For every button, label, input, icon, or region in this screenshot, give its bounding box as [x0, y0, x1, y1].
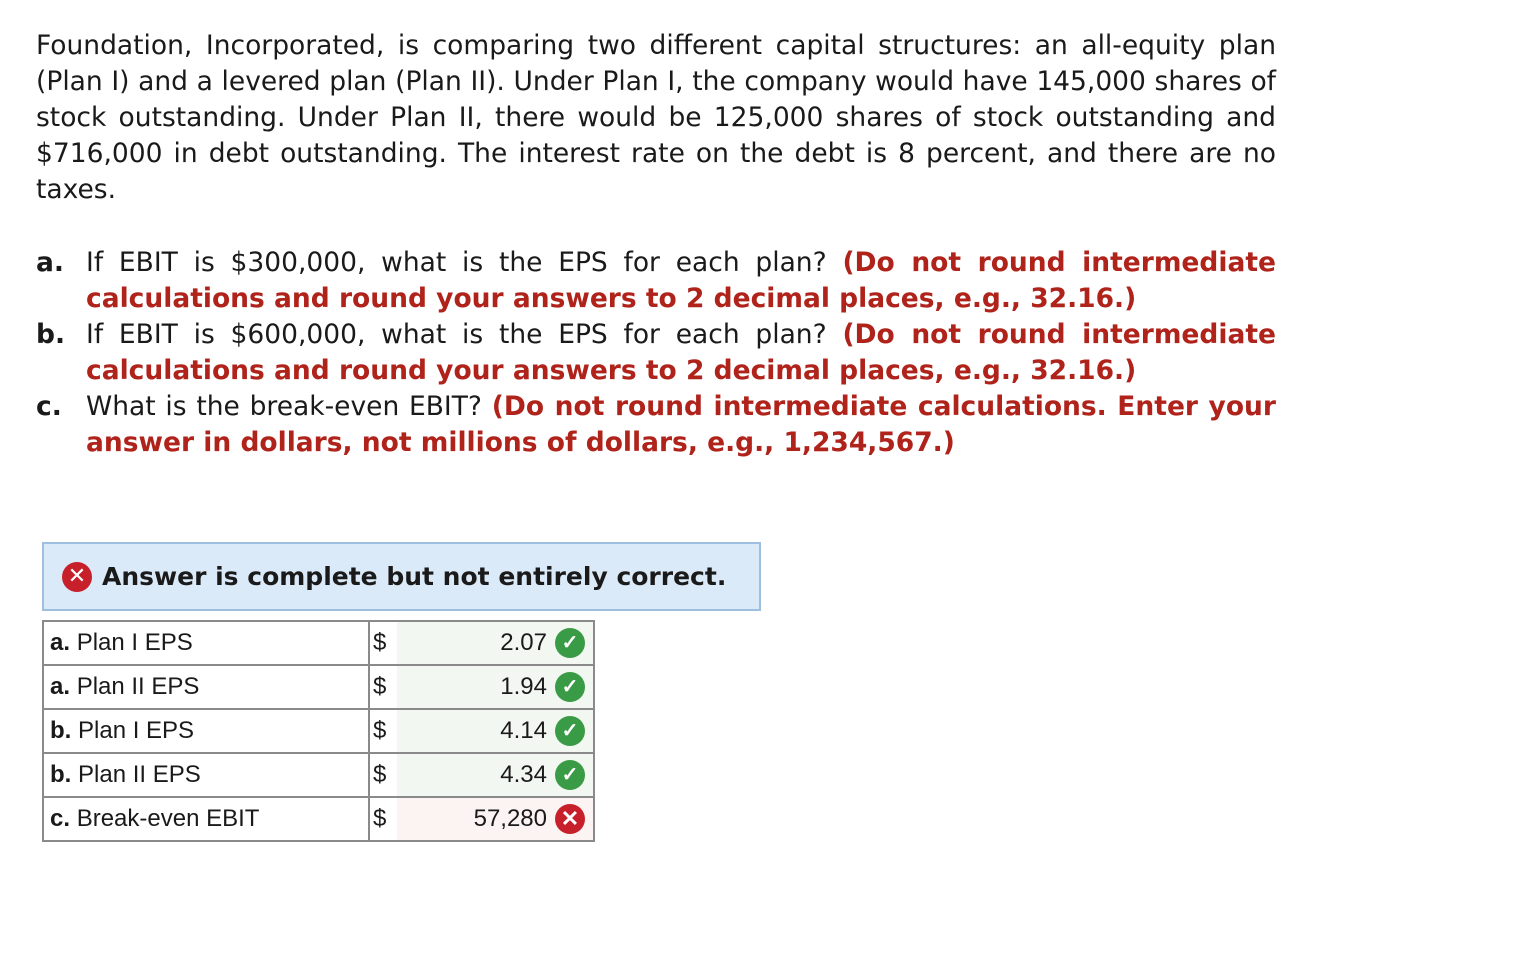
question-marker: c.	[36, 391, 62, 422]
answer-part-marker: b.	[50, 761, 72, 788]
answer-part-marker: a.	[50, 673, 71, 700]
x-circle-icon: ✕	[62, 562, 92, 592]
answer-label	[43, 665, 369, 709]
answer-input[interactable]	[397, 753, 594, 797]
question-instruction: (Do not round intermediate calculations and round your answers to 2 decimal places, e.g., 32.16.)	[86, 247, 1276, 314]
question-b	[36, 317, 1276, 389]
question-list	[36, 245, 1276, 461]
x-circle-icon: ✕	[555, 804, 585, 834]
problem-statement: Foundation, Incorporated, is comparing two different capital structures: an all-equity plan (Plan I) and a levered plan (Plan II). Under Plan I, the company would have 145,000 shares of stock outstanding. Under Plan II, there would be 125,000 shares of stock outstanding and $716,000 in debt outstanding. The interest rate on the debt is 8 percent, and there are no taxes.	[36, 30, 1276, 205]
answer-input[interactable]	[397, 709, 594, 753]
answer-part-marker: c.	[50, 805, 71, 832]
question-marker: a.	[36, 247, 64, 278]
answer-label	[43, 753, 369, 797]
check-circle-icon: ✓	[555, 672, 585, 702]
answer-label-text: Plan I EPS	[76, 629, 193, 656]
currency-symbol: $	[369, 753, 397, 797]
check-circle-icon: ✓	[555, 716, 585, 746]
answer-label	[43, 709, 369, 753]
result-banner	[42, 542, 761, 611]
table-row	[43, 753, 594, 797]
answer-value: 2.07	[500, 629, 547, 656]
table-row	[43, 621, 594, 665]
answer-input[interactable]	[397, 797, 594, 841]
question-instruction: (Do not round intermediate calculations and round your answers to 2 decimal places, e.g., 32.16.)	[86, 319, 1276, 386]
table-row	[43, 665, 594, 709]
question-c	[36, 389, 1276, 461]
answer-part-marker: a.	[50, 629, 71, 656]
question-text: What is the break-even EBIT?	[86, 391, 482, 422]
answer-label-text: Plan II EPS	[78, 761, 201, 788]
question-marker: b.	[36, 319, 66, 350]
table-row	[43, 797, 594, 841]
answer-label-text: Break-even EBIT	[76, 805, 260, 832]
currency-symbol: $	[369, 665, 397, 709]
answer-table	[42, 620, 595, 842]
answer-value: 4.14	[500, 717, 547, 744]
answer-value: 4.34	[500, 761, 547, 788]
answer-part-marker: b.	[50, 717, 72, 744]
question-instruction: (Do not round intermediate calculations. Enter your answer in dollars, not millions of dollars, e.g., 1,234,567.)	[86, 391, 1276, 458]
currency-symbol: $	[369, 797, 397, 841]
answer-value: 57,280	[473, 805, 547, 832]
table-row	[43, 709, 594, 753]
check-circle-icon: ✓	[555, 760, 585, 790]
answer-label-text: Plan II EPS	[76, 673, 200, 700]
answer-input[interactable]	[397, 621, 594, 665]
answer-label	[43, 797, 369, 841]
check-circle-icon: ✓	[555, 628, 585, 658]
question-text: If EBIT is $600,000, what is the EPS for each plan?	[86, 319, 827, 350]
answer-input[interactable]	[397, 665, 594, 709]
answer-label-text: Plan I EPS	[78, 717, 195, 744]
currency-symbol: $	[369, 709, 397, 753]
answer-value: 1.94	[500, 673, 547, 700]
currency-symbol: $	[369, 621, 397, 665]
question-text: If EBIT is $300,000, what is the EPS for each plan?	[86, 247, 827, 278]
answer-label	[43, 621, 369, 665]
question-a	[36, 245, 1276, 317]
result-banner-text: Answer is complete but not entirely correct.	[102, 562, 727, 591]
